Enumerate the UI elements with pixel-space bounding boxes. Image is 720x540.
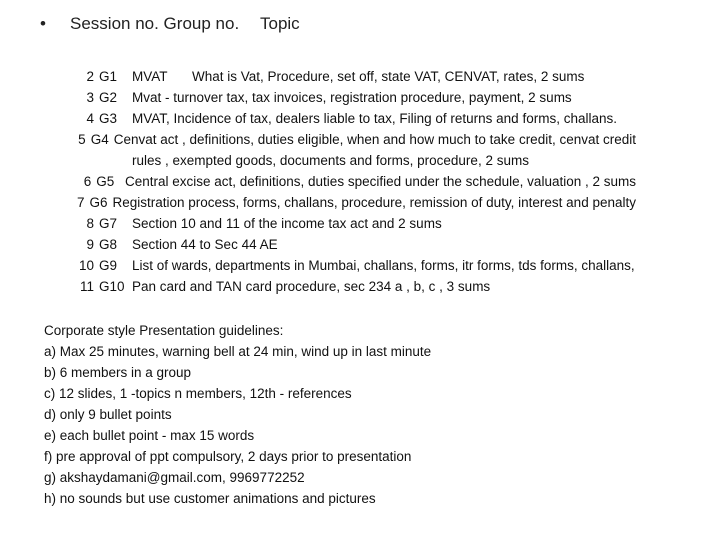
group-number: G2: [99, 90, 118, 105]
bullet-icon: •: [40, 14, 46, 33]
topic-description: Pan card and TAN card procedure, sec 234 a , b, c , 3 sums: [132, 279, 491, 294]
group-number: G10: [99, 279, 125, 294]
session-row: [76, 255, 636, 276]
guideline-item: a) Max 25 minutes, warning bell at 24 min, wind up in last minute: [44, 344, 432, 359]
session-list: [76, 66, 636, 297]
topic-heading: Topic: [260, 14, 300, 33]
session-number: 2: [86, 69, 94, 84]
guideline-item: g) akshaydamani@gmail.com, 9969772252: [44, 470, 305, 485]
session-number: 4: [86, 111, 94, 126]
group-number: G6: [89, 195, 108, 210]
topic-description: Central excise act, definitions, duties specified under the schedule, valuation , 2 sums: [124, 174, 636, 189]
topic-description: What is Vat, Procedure, set off, state VAT, CENVAT, rates, 2 sums: [192, 69, 585, 84]
session-row: [76, 276, 636, 297]
topic-description-continued: rules , exempted goods, documents and forms, procedure, 2 sums: [132, 153, 529, 168]
session-group-heading: Session no. Group no.: [70, 14, 240, 33]
guideline-item: f) pre approval of ppt compulsory, 2 days prior to presentation: [44, 449, 412, 464]
session-row: [76, 171, 636, 192]
group-number: G3: [99, 111, 118, 126]
group-number: G1: [99, 69, 118, 84]
session-row: [76, 192, 636, 213]
session-number: 10: [78, 258, 94, 273]
session-number: 8: [86, 216, 94, 231]
session-number: 11: [79, 279, 94, 294]
topic-name: MVAT: [132, 69, 168, 84]
session-number: 5: [78, 132, 86, 147]
guideline-item: d) only 9 bullet points: [44, 407, 172, 422]
guidelines-title: Corporate style Presentation guidelines:: [44, 323, 284, 338]
session-row: [76, 234, 636, 255]
group-number: G7: [99, 216, 118, 231]
guideline-item: c) 12 slides, 1 -topics n members, 12th - references: [44, 386, 352, 401]
topic-description: MVAT, Incidence of tax, dealers liable to tax, Filing of returns and forms, challans.: [132, 111, 617, 126]
guideline-item: b) 6 members in a group: [44, 365, 192, 380]
session-row: [76, 129, 636, 150]
session-row: [76, 87, 636, 108]
session-row: [76, 213, 636, 234]
session-number: 3: [86, 90, 94, 105]
topic-description: List of wards, departments in Mumbai, challans, forms, itr forms, tds forms, challans,: [132, 258, 635, 273]
session-number: 6: [83, 174, 92, 189]
guideline-item: e) each bullet point - max 15 words: [44, 428, 255, 443]
group-number: G4: [90, 132, 109, 147]
topic-description: Section 44 to Sec 44 AE: [132, 237, 278, 252]
session-row: [76, 66, 636, 87]
session-number: 7: [76, 195, 85, 210]
topic-description: Registration process, forms, challans, procedure, remission of duty, interest and penalty: [112, 195, 636, 210]
topic-description: Cenvat act , definitions, duties eligible, when and how much to take credit, cenvat credit: [113, 132, 636, 147]
topic-description: Mvat - turnover tax, tax invoices, registration procedure, payment, 2 sums: [132, 90, 572, 105]
group-number: G9: [99, 258, 118, 273]
guideline-item: h) no sounds but use customer animations and pictures: [44, 491, 376, 506]
presentation-guidelines: [44, 320, 644, 509]
topic-description: Section 10 and 11 of the income tax act and 2 sums: [132, 216, 442, 231]
session-row: [76, 108, 636, 129]
session-number: 9: [86, 237, 94, 252]
group-number: G5: [96, 174, 115, 189]
group-number: G8: [99, 237, 118, 252]
